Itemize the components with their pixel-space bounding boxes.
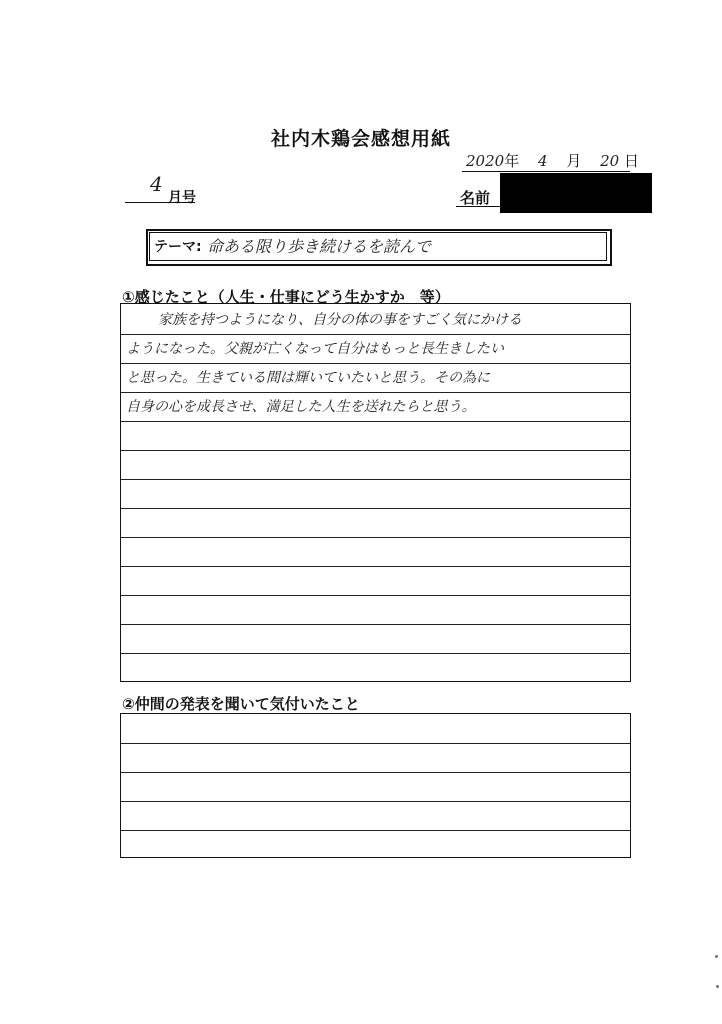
theme-label: テーマ: [154, 239, 202, 255]
date-field [466, 150, 639, 171]
date-year-unit: 年 [504, 152, 520, 170]
date-day-unit: 日 [623, 152, 639, 170]
date-month: 4 [537, 152, 548, 170]
section2-heading: ②仲間の発表を聞いて気付いたこと [122, 695, 360, 713]
section1-line-1: 家族を持つようになり、自分の体の事をすごく気にかける [158, 312, 522, 328]
date-day: 20 [600, 152, 620, 170]
section1-ruled-box [120, 303, 631, 682]
section1-line-4: 自身の心を成長させ、満足した人生を送れたらと思う。 [126, 399, 476, 415]
section2-ruled-box [120, 713, 631, 858]
scan-speck [715, 955, 718, 958]
name-underline [456, 206, 502, 207]
issue-underline [125, 202, 195, 203]
date-year: 2020 [466, 152, 505, 170]
name-redaction [500, 173, 652, 213]
section1-heading: ①感じたこと（人生・仕事にどう生かすか 等） [122, 288, 450, 306]
theme-text: 命ある限り歩き続けるを読んで [207, 237, 432, 256]
scan-speck [716, 985, 719, 988]
section1-line-2: ようになった。父親が亡くなって自分はもっと長生きしたい [126, 341, 504, 357]
date-underline [462, 171, 630, 172]
section1-line-3: と思った。生きている間は輝いていたいと思う。その為に [126, 370, 490, 386]
date-month-unit: 月 [566, 152, 582, 170]
issue-number: 4 [150, 172, 163, 196]
form-title: 社内木鶏会感想用紙 [270, 128, 451, 150]
name-label: 名前 [460, 189, 491, 207]
issue-label: 月号 [168, 190, 196, 206]
